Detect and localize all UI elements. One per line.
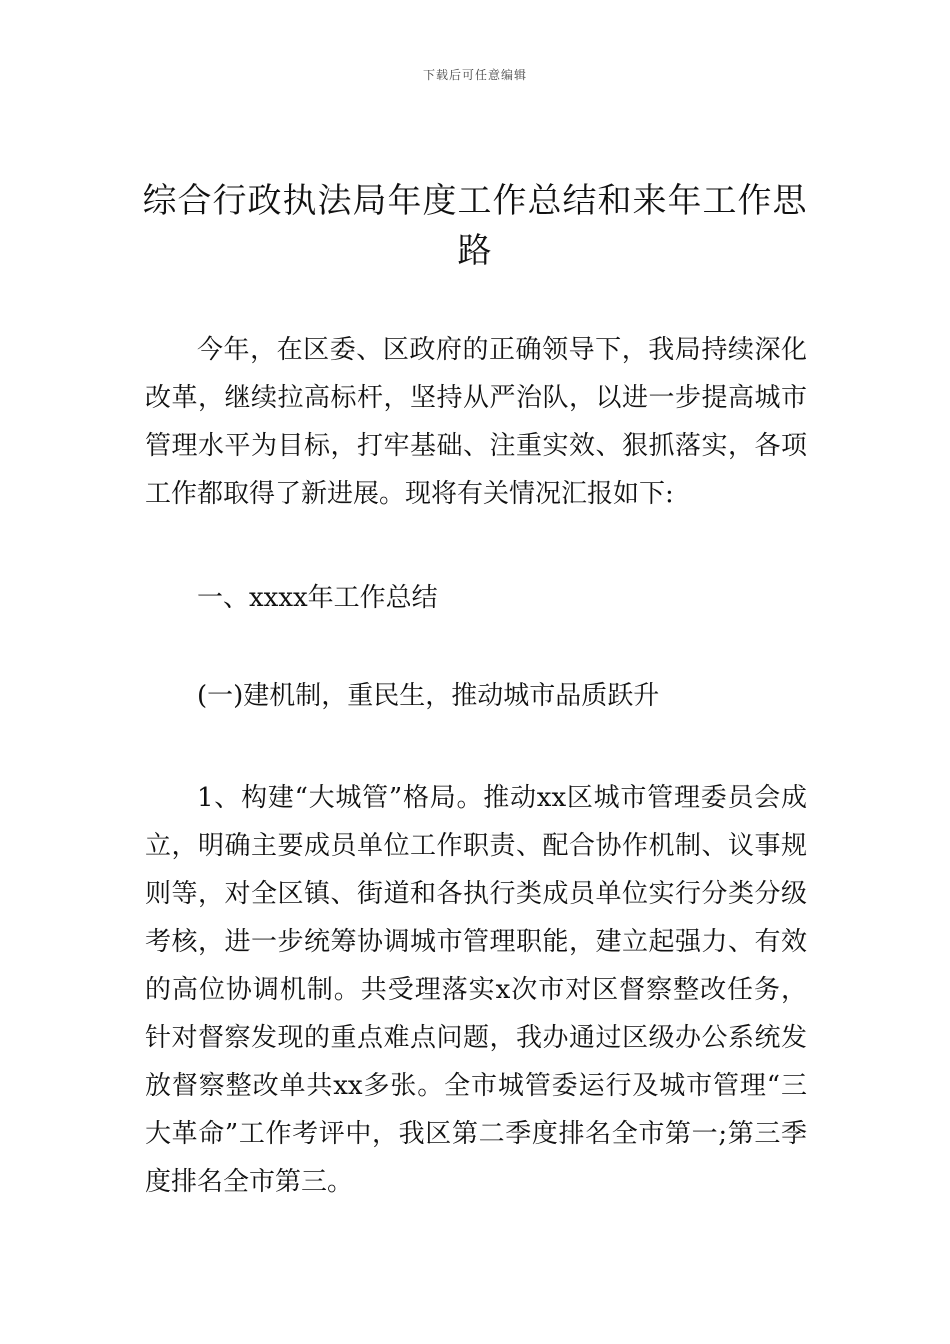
intro-paragraph: 今年，在区委、区政府的正确领导下，我局持续深化改革，继续拉高标杆，坚持从严治队，以进一步提高城市管理水平为目标，打牢基础、注重实效、狠抓落实，各项工作都取得了新进展。现将有关情况汇报如下: [145, 335, 807, 509]
item-paragraph: 1、构建“大城管”格局。推动xx区城市管理委员会成立，明确主要成员单位工作职责、配合协作机制、议事规则等，对全区镇、街道和各执行类成员单位实行分类分级考核，进一步统筹协调城市管理职能，建立起强力、有效的高位协调机制。共受理落实x次市对区督察整改任务，针对督察发现的重点难点问题，我办通过区级办公系统发放督察整改单共xx多张。全市城管委运行及城市管理“三大革命”工作考评中，我区第二季度排名全市第一;第三季度排名全市第三。 [145, 783, 807, 1197]
document-title: 综合行政执法局年度工作总结和来年工作思路 [142, 181, 808, 271]
section-heading: 一、xxxx年工作总结 [197, 583, 438, 613]
header-note: 下载后可任意编辑 [422, 68, 527, 82]
subsection-heading: (一)建机制，重民生，推动城市品质跃升 [197, 681, 660, 711]
